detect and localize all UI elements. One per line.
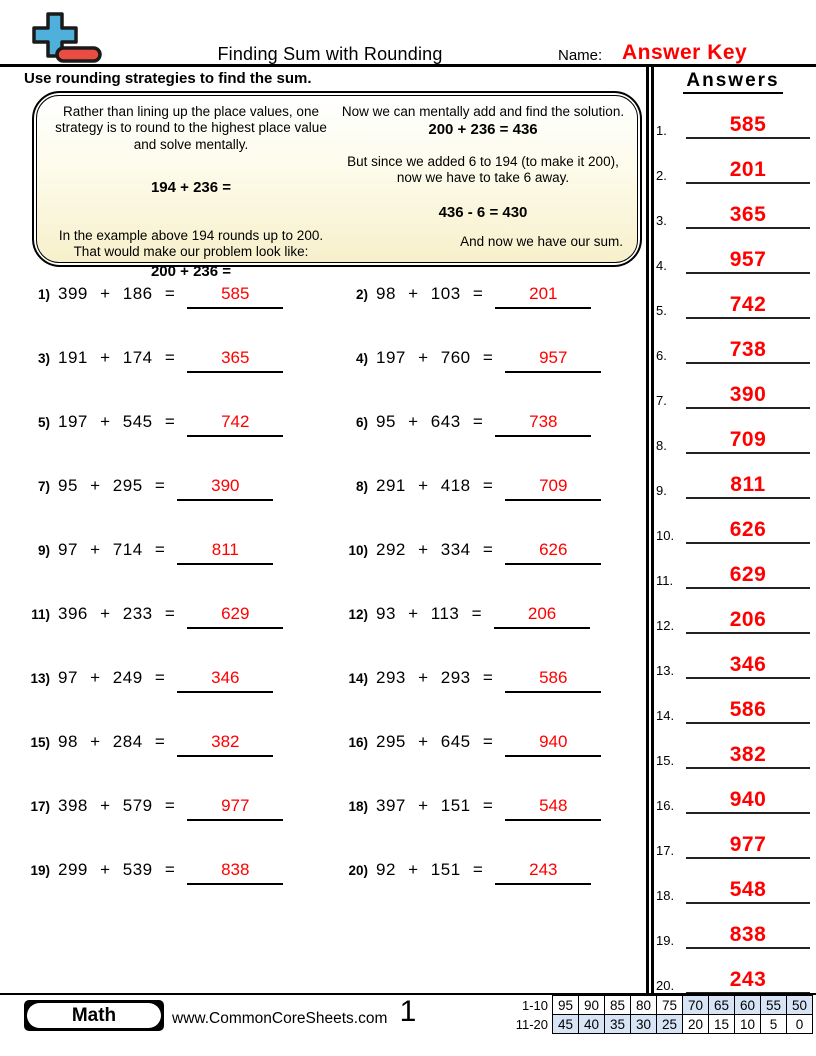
score-cell: 60 bbox=[735, 996, 761, 1015]
problem-number: 6) bbox=[355, 415, 368, 430]
answer-line bbox=[686, 564, 810, 589]
problem-10 bbox=[342, 526, 644, 590]
problem-answer: 243 bbox=[495, 860, 591, 885]
answer-value: 709 bbox=[729, 428, 767, 451]
answer-number: 1. bbox=[656, 123, 667, 138]
answer-line bbox=[686, 384, 810, 409]
problem-expression: 97 + 714 = bbox=[58, 540, 166, 559]
example-equation: 194 + 236 = bbox=[150, 179, 232, 197]
problem-expression: 93 + 113 = bbox=[376, 604, 483, 623]
answer-value: 585 bbox=[729, 113, 767, 136]
problem-20 bbox=[342, 846, 644, 910]
example-right-column bbox=[341, 104, 625, 281]
problem-19 bbox=[24, 846, 342, 910]
problem-answer: 201 bbox=[495, 284, 591, 309]
problem-16 bbox=[342, 718, 644, 782]
score-cell: 0 bbox=[787, 1015, 813, 1034]
problem-answer: 629 bbox=[187, 604, 283, 629]
answer-value: 586 bbox=[729, 698, 767, 721]
example-equation: 436 - 6 = 430 bbox=[438, 203, 528, 221]
answers-panel bbox=[656, 70, 810, 994]
answers-list bbox=[656, 94, 810, 994]
problem-answer: 585 bbox=[187, 284, 283, 309]
problem-number: 1) bbox=[37, 287, 50, 302]
answer-row-16 bbox=[656, 769, 810, 814]
page-number: 1 bbox=[399, 995, 417, 1028]
problem-number: 15) bbox=[30, 735, 50, 750]
answer-value: 838 bbox=[729, 923, 767, 946]
answer-value: 811 bbox=[730, 473, 766, 496]
answer-row-7 bbox=[656, 364, 810, 409]
score-cell: 80 bbox=[631, 996, 657, 1015]
problem-number: 13) bbox=[30, 671, 50, 686]
problem-answer: 709 bbox=[505, 476, 601, 501]
problem-answer: 957 bbox=[505, 348, 601, 373]
answer-row-1 bbox=[656, 94, 810, 139]
score-cell: 50 bbox=[787, 996, 813, 1015]
answer-line bbox=[686, 249, 810, 274]
answer-value: 346 bbox=[729, 653, 767, 676]
answer-line bbox=[686, 924, 810, 949]
problem-expression: 92 + 151 = bbox=[376, 860, 484, 879]
answer-row-4 bbox=[656, 229, 810, 274]
answer-value: 548 bbox=[729, 878, 767, 901]
problem-number: 8) bbox=[355, 479, 368, 494]
answer-row-17 bbox=[656, 814, 810, 859]
subject-badge-label: Math bbox=[27, 1003, 161, 1028]
problem-answer: 346 bbox=[177, 668, 273, 693]
example-box-inner bbox=[36, 95, 638, 280]
answer-line bbox=[686, 744, 810, 769]
problem-13 bbox=[24, 654, 342, 718]
answer-row-18 bbox=[656, 859, 810, 904]
answer-line bbox=[686, 609, 810, 634]
problem-12 bbox=[342, 590, 644, 654]
name-label: Name: bbox=[558, 47, 603, 64]
answer-number: 15. bbox=[656, 753, 675, 768]
problem-expression: 98 + 284 = bbox=[58, 732, 166, 751]
score-cell: 45 bbox=[553, 1015, 579, 1034]
example-box bbox=[32, 91, 642, 280]
header-divider bbox=[0, 64, 816, 67]
problem-expression: 399 + 186 = bbox=[58, 284, 176, 303]
problem-expression: 291 + 418 = bbox=[376, 476, 494, 495]
problem-expression: 95 + 295 = bbox=[58, 476, 166, 495]
problem-expression: 197 + 760 = bbox=[376, 348, 494, 367]
answer-line bbox=[686, 789, 810, 814]
answer-value: 206 bbox=[729, 608, 767, 631]
answer-value: 742 bbox=[729, 293, 767, 316]
problem-number: 11) bbox=[31, 607, 50, 622]
answer-number: 16. bbox=[656, 798, 675, 813]
answer-line bbox=[686, 474, 810, 499]
problem-number: 19) bbox=[30, 863, 50, 878]
answer-key-text: Answer Key bbox=[622, 41, 748, 64]
score-cell: 70 bbox=[683, 996, 709, 1015]
answer-line bbox=[686, 654, 810, 679]
score-cell: 20 bbox=[683, 1015, 709, 1034]
answer-row-13 bbox=[656, 634, 810, 679]
score-cell: 75 bbox=[657, 996, 683, 1015]
problem-expression: 397 + 151 = bbox=[376, 796, 494, 815]
example-text: Rather than lining up the place values, one strategy is to round to the highest place value and solve mentally. bbox=[55, 104, 327, 152]
problem-6 bbox=[342, 398, 644, 462]
answer-value: 629 bbox=[729, 563, 767, 586]
answer-line bbox=[686, 519, 810, 544]
problem-9 bbox=[24, 526, 342, 590]
instructions-text: Use rounding strategies to find the sum. bbox=[24, 70, 312, 87]
website-text: www.CommonCoreSheets.com bbox=[172, 1010, 388, 1027]
problem-18 bbox=[342, 782, 644, 846]
answer-row-9 bbox=[656, 454, 810, 499]
example-left-column bbox=[49, 104, 333, 281]
score-cell: 95 bbox=[553, 996, 579, 1015]
answer-number: 8. bbox=[656, 438, 667, 453]
score-cell: 10 bbox=[735, 1015, 761, 1034]
problem-number: 4) bbox=[355, 351, 368, 366]
problem-answer: 586 bbox=[505, 668, 601, 693]
score-row-label: 1-10 bbox=[521, 997, 548, 1013]
problem-expression: 396 + 233 = bbox=[58, 604, 176, 623]
answer-line bbox=[686, 159, 810, 184]
problem-number: 18) bbox=[348, 799, 368, 814]
problem-11 bbox=[24, 590, 342, 654]
answer-row-19 bbox=[656, 904, 810, 949]
answer-line bbox=[686, 834, 810, 859]
answer-value: 957 bbox=[729, 248, 767, 271]
score-cell: 15 bbox=[709, 1015, 735, 1034]
score-row-1 bbox=[506, 996, 813, 1015]
answer-number: 14. bbox=[656, 708, 675, 723]
score-cell: 55 bbox=[761, 996, 787, 1015]
answer-value: 382 bbox=[729, 743, 767, 766]
problem-answer: 738 bbox=[495, 412, 591, 437]
score-row-2 bbox=[506, 1015, 813, 1034]
problem-answer: 811 bbox=[177, 540, 273, 565]
problem-expression: 295 + 645 = bbox=[376, 732, 494, 751]
problem-5 bbox=[24, 398, 342, 462]
problem-answer: 548 bbox=[505, 796, 601, 821]
answer-number: 11. bbox=[656, 573, 674, 588]
example-text: In the example above 194 rounds up to 200. That would make our problem look like: bbox=[58, 227, 324, 260]
plus-minus-logo bbox=[24, 11, 104, 65]
problem-4 bbox=[342, 334, 644, 398]
problem-answer: 206 bbox=[494, 604, 590, 629]
answer-value: 977 bbox=[729, 833, 767, 856]
answer-number: 3. bbox=[656, 213, 667, 228]
problem-8 bbox=[342, 462, 644, 526]
answers-title-text: Answers bbox=[683, 70, 782, 94]
answer-row-14 bbox=[656, 679, 810, 724]
answer-row-15 bbox=[656, 724, 810, 769]
score-table bbox=[506, 995, 813, 1034]
answer-row-10 bbox=[656, 499, 810, 544]
answer-line bbox=[686, 294, 810, 319]
answer-number: 20. bbox=[656, 978, 675, 993]
answer-row-6 bbox=[656, 319, 810, 364]
problem-expression: 299 + 539 = bbox=[58, 860, 176, 879]
score-cell: 5 bbox=[761, 1015, 787, 1034]
page-title: Finding Sum with Rounding bbox=[217, 44, 443, 64]
answer-value: 626 bbox=[729, 518, 767, 541]
answer-value: 201 bbox=[729, 158, 767, 181]
answer-line bbox=[686, 114, 810, 139]
problem-expression: 197 + 545 = bbox=[58, 412, 176, 431]
problem-expression: 98 + 103 = bbox=[376, 284, 484, 303]
problems-grid bbox=[24, 270, 644, 910]
answer-row-11 bbox=[656, 544, 810, 589]
problem-2 bbox=[342, 270, 644, 334]
answer-number: 2. bbox=[656, 168, 667, 183]
answer-line bbox=[686, 429, 810, 454]
answer-number: 7. bbox=[656, 393, 667, 408]
score-cell: 35 bbox=[605, 1015, 631, 1034]
problem-number: 2) bbox=[355, 287, 368, 302]
problem-answer: 365 bbox=[187, 348, 283, 373]
example-equation: 200 + 236 = bbox=[150, 262, 232, 280]
score-cell: 65 bbox=[709, 996, 735, 1015]
problem-7 bbox=[24, 462, 342, 526]
problem-number: 5) bbox=[37, 415, 50, 430]
problem-expression: 191 + 174 = bbox=[58, 348, 176, 367]
problem-answer: 382 bbox=[177, 732, 273, 757]
problem-expression: 97 + 249 = bbox=[58, 668, 166, 687]
problem-number: 16) bbox=[348, 735, 368, 750]
example-text: But since we added 6 to 194 (to make it 200), now we have to take 6 away. bbox=[347, 153, 619, 186]
answer-row-2 bbox=[656, 139, 810, 184]
problem-number: 17) bbox=[30, 799, 50, 814]
problem-15 bbox=[24, 718, 342, 782]
score-row-label: 11-20 bbox=[515, 1016, 548, 1032]
answer-row-20 bbox=[656, 949, 810, 994]
problem-expression: 95 + 643 = bbox=[376, 412, 484, 431]
answer-number: 6. bbox=[656, 348, 667, 363]
answer-number: 17. bbox=[656, 843, 675, 858]
problem-number: 9) bbox=[37, 543, 50, 558]
answer-row-8 bbox=[656, 409, 810, 454]
answer-number: 9. bbox=[656, 483, 667, 498]
answer-number: 13. bbox=[656, 663, 675, 678]
problem-17 bbox=[24, 782, 342, 846]
problem-number: 3) bbox=[37, 351, 50, 366]
problem-number: 7) bbox=[37, 479, 50, 494]
problem-number: 14) bbox=[348, 671, 368, 686]
problem-answer: 742 bbox=[187, 412, 283, 437]
answer-row-5 bbox=[656, 274, 810, 319]
subject-badge bbox=[24, 1000, 164, 1031]
answer-value: 940 bbox=[729, 788, 767, 811]
problem-expression: 293 + 293 = bbox=[376, 668, 494, 687]
problem-answer: 940 bbox=[505, 732, 601, 757]
minus-icon bbox=[57, 48, 100, 61]
problem-answer: 977 bbox=[187, 796, 283, 821]
problem-number: 10) bbox=[348, 543, 368, 558]
answer-number: 5. bbox=[656, 303, 667, 318]
problem-expression: 398 + 579 = bbox=[58, 796, 176, 815]
answer-value: 243 bbox=[729, 968, 767, 991]
answer-line bbox=[686, 699, 810, 724]
answers-column-divider bbox=[646, 67, 654, 993]
answer-row-3 bbox=[656, 184, 810, 229]
answer-number: 12. bbox=[656, 618, 675, 633]
problem-expression: 292 + 334 = bbox=[376, 540, 494, 559]
answer-line bbox=[686, 969, 810, 994]
example-text: And now we have our sum. bbox=[460, 234, 623, 249]
answer-line bbox=[686, 339, 810, 364]
score-cell: 85 bbox=[605, 996, 631, 1015]
score-cell: 90 bbox=[579, 996, 605, 1015]
problem-1 bbox=[24, 270, 342, 334]
example-text: Now we can mentally add and find the solution. bbox=[341, 104, 625, 119]
score-cell: 30 bbox=[631, 1015, 657, 1034]
problem-answer: 390 bbox=[177, 476, 273, 501]
problem-3 bbox=[24, 334, 342, 398]
score-cell: 25 bbox=[657, 1015, 683, 1034]
score-cell: 40 bbox=[579, 1015, 605, 1034]
problem-answer: 626 bbox=[505, 540, 601, 565]
answer-number: 18. bbox=[656, 888, 675, 903]
answer-line bbox=[686, 879, 810, 904]
problem-answer: 838 bbox=[187, 860, 283, 885]
answer-value: 365 bbox=[729, 203, 767, 226]
answer-number: 4. bbox=[656, 258, 667, 273]
answer-value: 390 bbox=[729, 383, 767, 406]
problem-14 bbox=[342, 654, 644, 718]
answer-number: 19. bbox=[656, 933, 675, 948]
problem-number: 12) bbox=[348, 607, 368, 622]
answer-number: 10. bbox=[656, 528, 675, 543]
answer-value: 738 bbox=[729, 338, 767, 361]
answer-row-12 bbox=[656, 589, 810, 634]
answer-line bbox=[686, 204, 810, 229]
example-equation: 200 + 236 = 436 bbox=[428, 121, 538, 139]
answers-title bbox=[656, 70, 810, 94]
problem-number: 20) bbox=[348, 863, 368, 878]
